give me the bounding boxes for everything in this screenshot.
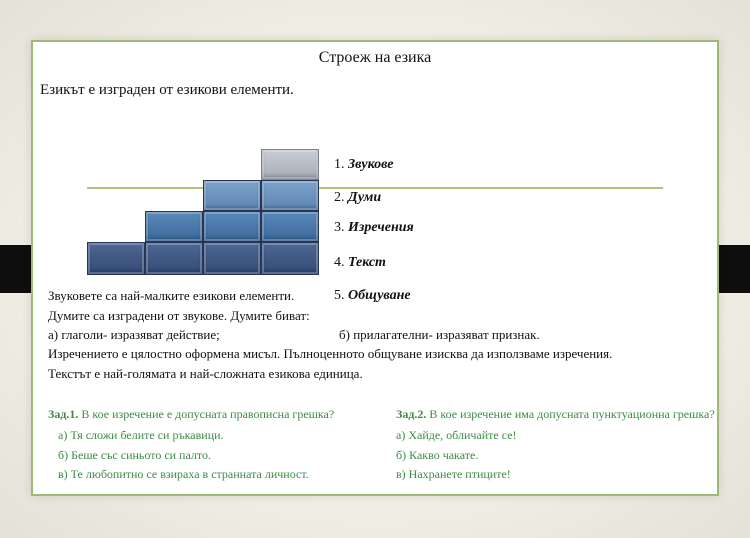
level-item: 1. Звукове (334, 157, 394, 172)
task2-option-a: а) Хайде, обличайте се! (396, 428, 517, 442)
task2-question: Зад.2. В кое изречение има допусната пунктуационна грешка? (396, 407, 715, 421)
level-item: 2. Думи (334, 190, 382, 205)
block-level2-2 (261, 180, 319, 211)
left-side-tab (0, 245, 34, 293)
divider-line (87, 187, 663, 189)
task2-option-c: в) Нахранете птиците! (396, 467, 511, 481)
block-level4-2 (145, 242, 203, 275)
body-text-sentences: Изречението е цялостно оформена мисъл. Пълноценното общуване изисква да използваме изречения. (48, 346, 613, 361)
body-text-adjectives: б) прилагателни- изразяват признак. (339, 327, 540, 342)
body-text-words: Думите са изградени от звукове. Думите биват: (48, 308, 310, 323)
block-level4-3 (203, 242, 261, 275)
intro-text: Езикът е изграден от езикови елементи. (40, 82, 294, 98)
task1-option-c: в) Те любопитно се взираха в странната личност. (58, 467, 309, 481)
task1-option-b: б) Беше със синьото си палто. (58, 448, 211, 462)
level-item: 4. Текст (334, 255, 386, 270)
block-level3-3 (261, 211, 319, 242)
block-level3-1 (145, 211, 203, 242)
task2-option-b: б) Какво чакате. (396, 448, 479, 462)
block-level4-4 (261, 242, 319, 275)
block-level3-2 (203, 211, 261, 242)
body-text-sounds: Звуковете са най-малките езикови елементи. (48, 288, 295, 303)
task1-question: Зад.1. В кое изречение е допусната правописна грешка? (48, 407, 335, 421)
body-text-text: Текстът е най-голямата и най-сложната езикова единица. (48, 366, 363, 381)
block-level1-1 (261, 149, 319, 180)
block-level4-1 (87, 242, 145, 275)
block-level2-1 (203, 180, 261, 211)
task1-option-a: а) Тя сложи белите си ръкавици. (58, 428, 224, 442)
level-item: 5. Общуване (334, 288, 411, 303)
level-item: 3. Изречения (334, 220, 414, 235)
slide-title: Строеж на езика (318, 49, 432, 66)
right-side-tab (716, 245, 750, 293)
body-text-verbs: а) глаголи- изразяват действие; (48, 327, 220, 342)
